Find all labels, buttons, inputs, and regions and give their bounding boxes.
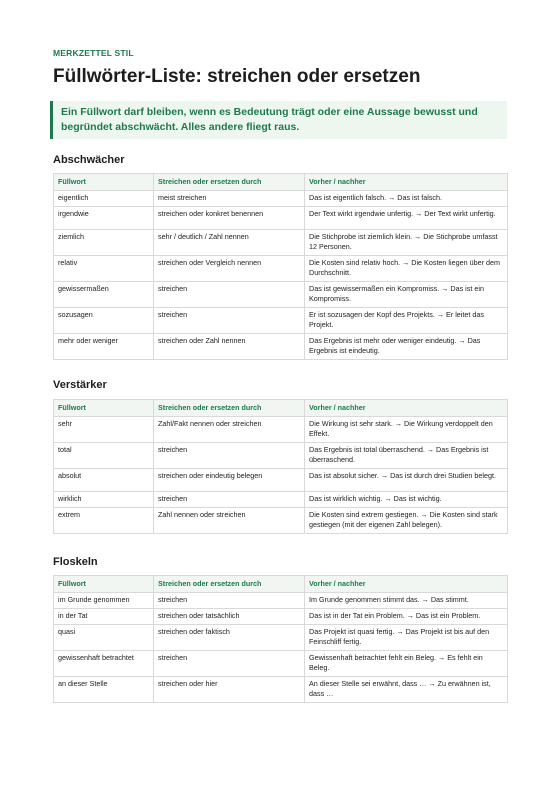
table-row bbox=[54, 191, 508, 207]
cell-replacement: streichen oder konkret benennen bbox=[154, 207, 305, 230]
table-header-row bbox=[54, 576, 508, 593]
cell-example: Die Wirkung ist sehr stark. → Die Wirkung verdoppelt den Effekt. bbox=[305, 417, 508, 443]
filler-word-table bbox=[53, 173, 508, 360]
column-header-replacement: Streichen oder ersetzen durch bbox=[154, 400, 305, 417]
cell-replacement: streichen oder Zahl nennen bbox=[154, 334, 305, 360]
cell-replacement: streichen bbox=[154, 282, 305, 308]
cell-example: An dieser Stelle sei erwähnt, dass … → Zu erwähnen ist, dass … bbox=[305, 677, 508, 703]
page-title: Füllwörter-Liste: streichen oder ersetzen bbox=[53, 66, 421, 87]
table-row bbox=[54, 308, 508, 334]
cell-example: Das ist eigentlich falsch. → Das ist falsch. bbox=[305, 191, 508, 207]
column-header-word: Füllwort bbox=[54, 400, 154, 417]
kicker-label: MERKZETTEL STIL bbox=[53, 48, 134, 58]
table-header-row bbox=[54, 400, 508, 417]
cell-filler-word: in der Tat bbox=[54, 609, 154, 625]
cell-example: Das Ergebnis ist mehr oder weniger eindeutig. → Das Ergebnis ist eindeutig. bbox=[305, 334, 508, 360]
cell-replacement: streichen oder hier bbox=[154, 677, 305, 703]
cell-replacement: streichen oder tatsächlich bbox=[154, 609, 305, 625]
cell-example: Das ist wirklich wichtig. → Das ist wichtig. bbox=[305, 492, 508, 508]
table-row bbox=[54, 651, 508, 677]
filler-word-table bbox=[53, 575, 508, 703]
cell-filler-word: quasi bbox=[54, 625, 154, 651]
table-row bbox=[54, 508, 508, 534]
cell-example: Die Kosten sind relativ hoch. → Die Kosten liegen über dem Durchschnitt. bbox=[305, 256, 508, 282]
cell-example: Er ist sozusagen der Kopf des Projekts. → Er leitet das Projekt. bbox=[305, 308, 508, 334]
table-row bbox=[54, 334, 508, 360]
table-row bbox=[54, 417, 508, 443]
cell-replacement: streichen bbox=[154, 651, 305, 677]
table-row bbox=[54, 230, 508, 256]
table-row bbox=[54, 256, 508, 282]
section-title: Verstärker bbox=[53, 379, 107, 391]
cell-replacement: streichen bbox=[154, 308, 305, 334]
cell-filler-word: wirklich bbox=[54, 492, 154, 508]
cell-replacement: Zahl/Fakt nennen oder streichen bbox=[154, 417, 305, 443]
table-row bbox=[54, 593, 508, 609]
cell-filler-word: an dieser Stelle bbox=[54, 677, 154, 703]
cell-example: Das Projekt ist quasi fertig. → Das Projekt ist bis auf den Feinschliff fertig. bbox=[305, 625, 508, 651]
table-row bbox=[54, 469, 508, 492]
column-header-example: Vorher / nachher bbox=[305, 576, 508, 593]
cell-example: Gewissenhaft betrachtet fehlt ein Beleg. → Es fehlt ein Beleg. bbox=[305, 651, 508, 677]
cell-filler-word: gewissermaßen bbox=[54, 282, 154, 308]
column-header-word: Füllwort bbox=[54, 174, 154, 191]
cell-filler-word: sehr bbox=[54, 417, 154, 443]
table-row bbox=[54, 625, 508, 651]
table-row bbox=[54, 443, 508, 469]
cell-filler-word: eigentlich bbox=[54, 191, 154, 207]
cell-replacement: Zahl nennen oder streichen bbox=[154, 508, 305, 534]
cell-example: Das Ergebnis ist total überraschend. → Das Ergebnis ist überraschend. bbox=[305, 443, 508, 469]
cell-filler-word: relativ bbox=[54, 256, 154, 282]
table-header-row bbox=[54, 174, 508, 191]
column-header-example: Vorher / nachher bbox=[305, 174, 508, 191]
column-header-replacement: Streichen oder ersetzen durch bbox=[154, 576, 305, 593]
cell-example: Der Text wirkt irgendwie unfertig. → Der Text wirkt unfertig. bbox=[305, 207, 508, 230]
table-row bbox=[54, 207, 508, 230]
column-header-example: Vorher / nachher bbox=[305, 400, 508, 417]
cell-example: Die Stichprobe ist ziemlich klein. → Die Stichprobe umfasst 12 Personen. bbox=[305, 230, 508, 256]
cell-example: Das ist in der Tat ein Problem. → Das ist ein Problem. bbox=[305, 609, 508, 625]
table-row bbox=[54, 677, 508, 703]
cell-filler-word: absolut bbox=[54, 469, 154, 492]
cell-filler-word: total bbox=[54, 443, 154, 469]
section-title: Abschwächer bbox=[53, 154, 125, 166]
cell-replacement: streichen oder Vergleich nennen bbox=[154, 256, 305, 282]
callout-box: Ein Füllwort darf bleiben, wenn es Bedeutung trägt oder eine Aussage bewusst und begründet abschwächt. Alles andere fliegt raus. bbox=[50, 101, 507, 139]
table-row bbox=[54, 282, 508, 308]
cell-example: Das ist gewissermaßen ein Kompromiss. → Das ist ein Kompromiss. bbox=[305, 282, 508, 308]
cell-example: Im Grunde genommen stimmt das. → Das stimmt. bbox=[305, 593, 508, 609]
table-row bbox=[54, 492, 508, 508]
filler-word-table bbox=[53, 399, 508, 534]
cell-replacement: streichen bbox=[154, 492, 305, 508]
column-header-replacement: Streichen oder ersetzen durch bbox=[154, 174, 305, 191]
cell-example: Das ist absolut sicher. → Das ist durch drei Studien belegt. bbox=[305, 469, 508, 492]
cell-replacement: streichen oder eindeutig belegen bbox=[154, 469, 305, 492]
cell-filler-word: sozusagen bbox=[54, 308, 154, 334]
cell-filler-word: irgendwie bbox=[54, 207, 154, 230]
cell-replacement: meist streichen bbox=[154, 191, 305, 207]
table-row bbox=[54, 609, 508, 625]
cell-filler-word: ziemlich bbox=[54, 230, 154, 256]
column-header-word: Füllwort bbox=[54, 576, 154, 593]
section-title: Floskeln bbox=[53, 556, 98, 568]
cell-filler-word: extrem bbox=[54, 508, 154, 534]
cell-replacement: streichen bbox=[154, 593, 305, 609]
cell-replacement: streichen oder faktisch bbox=[154, 625, 305, 651]
cell-replacement: streichen bbox=[154, 443, 305, 469]
cell-example: Die Kosten sind extrem gestiegen. → Die Kosten sind stark gestiegen (mit der eigenen Zahl belegen). bbox=[305, 508, 508, 534]
cell-filler-word: mehr oder weniger bbox=[54, 334, 154, 360]
cell-filler-word: im Grunde genommen bbox=[54, 593, 154, 609]
cell-replacement: sehr / deutlich / Zahl nennen bbox=[154, 230, 305, 256]
cell-filler-word: gewissenhaft betrachtet bbox=[54, 651, 154, 677]
